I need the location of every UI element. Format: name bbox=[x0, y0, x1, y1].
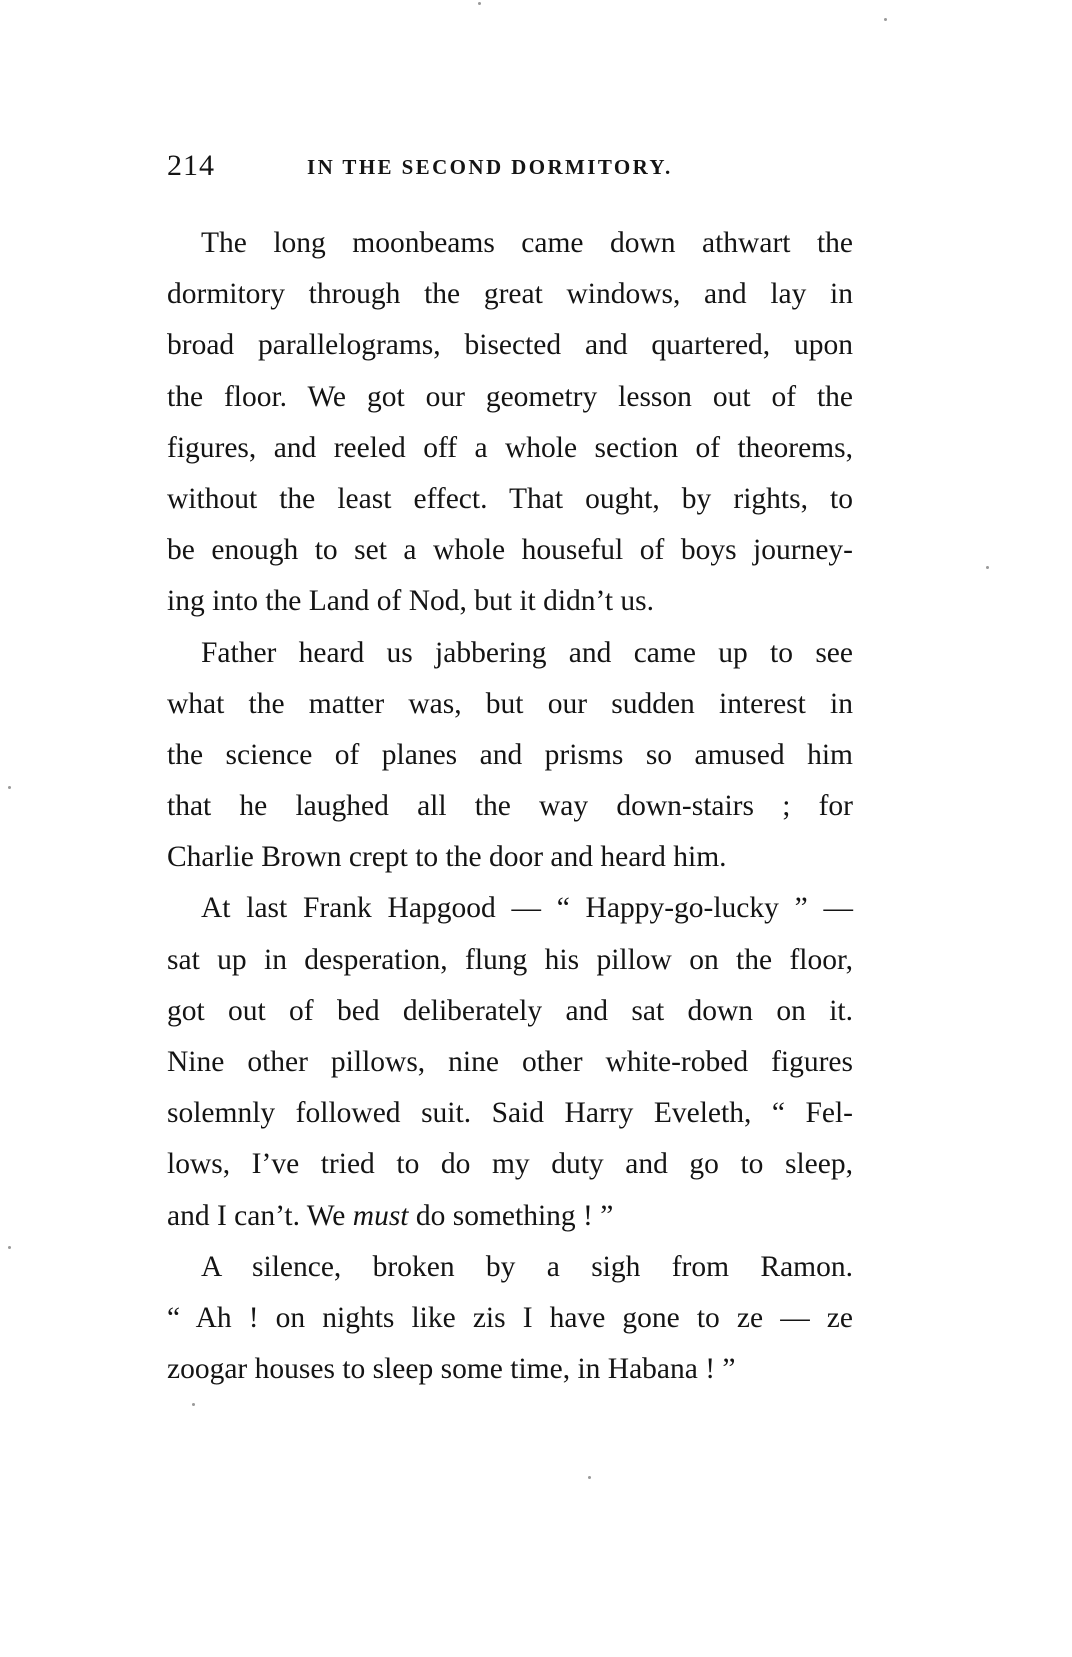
paragraph-hapgood bbox=[167, 883, 853, 1241]
paper-speck bbox=[8, 1246, 11, 1249]
paper-speck bbox=[588, 1476, 591, 1479]
text-line: A silence, broken by a sigh from Ramon. bbox=[201, 1250, 853, 1283]
paragraph-father bbox=[167, 628, 853, 884]
text-fragment: and I can’t. We bbox=[167, 1199, 353, 1232]
text-line: sat up in desperation, flung his pillow on the floor, bbox=[167, 943, 853, 976]
text-line: that he laughed all the way down-stairs ; for bbox=[167, 790, 853, 823]
text-line: figures, and reeled off a whole section of theorems, bbox=[167, 431, 853, 464]
paper-speck bbox=[884, 18, 887, 21]
text-fragment: do something ! ” bbox=[408, 1199, 614, 1232]
text-line: broad parallelograms, bisected and quartered, upon bbox=[167, 329, 853, 362]
page-number: 214 bbox=[167, 149, 215, 182]
text-line: Nine other pillows, nine other white-robed figures bbox=[167, 1046, 853, 1078]
paper-speck bbox=[8, 786, 11, 789]
text-line: zoogar houses to sleep some time, in Habana ! ” bbox=[167, 1353, 736, 1386]
paragraph-moonbeams bbox=[167, 218, 853, 628]
text-line bbox=[167, 1191, 853, 1242]
text-line: without the least effect. That ought, by rights, to bbox=[167, 482, 853, 515]
text-line: Father heard us jabbering and came up to see bbox=[201, 636, 853, 669]
text-line: lows, I’ve tried to do my duty and go to sleep, bbox=[167, 1148, 853, 1181]
paper-speck bbox=[478, 2, 481, 5]
text-line: ing into the Land of Nod, but it didn’t us. bbox=[167, 585, 654, 618]
text-line: the science of planes and prisms so amused him bbox=[167, 738, 853, 771]
text-line: The long moonbeams came down athwart the bbox=[201, 227, 853, 259]
text-line: solemnly followed suit. Said Harry Eveleth, “ Fel- bbox=[167, 1097, 853, 1130]
paragraph-ramon bbox=[167, 1242, 853, 1396]
text-line: “ Ah ! on nights like zis I have gone to ze — ze bbox=[167, 1301, 853, 1334]
emphasis-text: must bbox=[352, 1199, 409, 1232]
text-line: At last Frank Hapgood — “ Happy-go-lucky ” — bbox=[201, 892, 853, 925]
paper-speck bbox=[192, 1403, 195, 1406]
paper-speck bbox=[986, 566, 989, 569]
text-line: the floor. We got our geometry lesson out of the bbox=[167, 380, 853, 413]
body-text bbox=[167, 218, 853, 1395]
text-line: got out of bed deliberately and sat down on it. bbox=[167, 994, 853, 1027]
text-line: what the matter was, but our sudden interest in bbox=[167, 687, 853, 720]
page-header bbox=[167, 146, 907, 186]
running-head: IN THE SECOND DORMITORY. bbox=[307, 155, 673, 179]
text-line: dormitory through the great windows, and lay in bbox=[167, 278, 853, 311]
text-line: be enough to set a whole houseful of boys journey- bbox=[167, 534, 853, 567]
text-line: Charlie Brown crept to the door and heard him. bbox=[167, 841, 727, 874]
